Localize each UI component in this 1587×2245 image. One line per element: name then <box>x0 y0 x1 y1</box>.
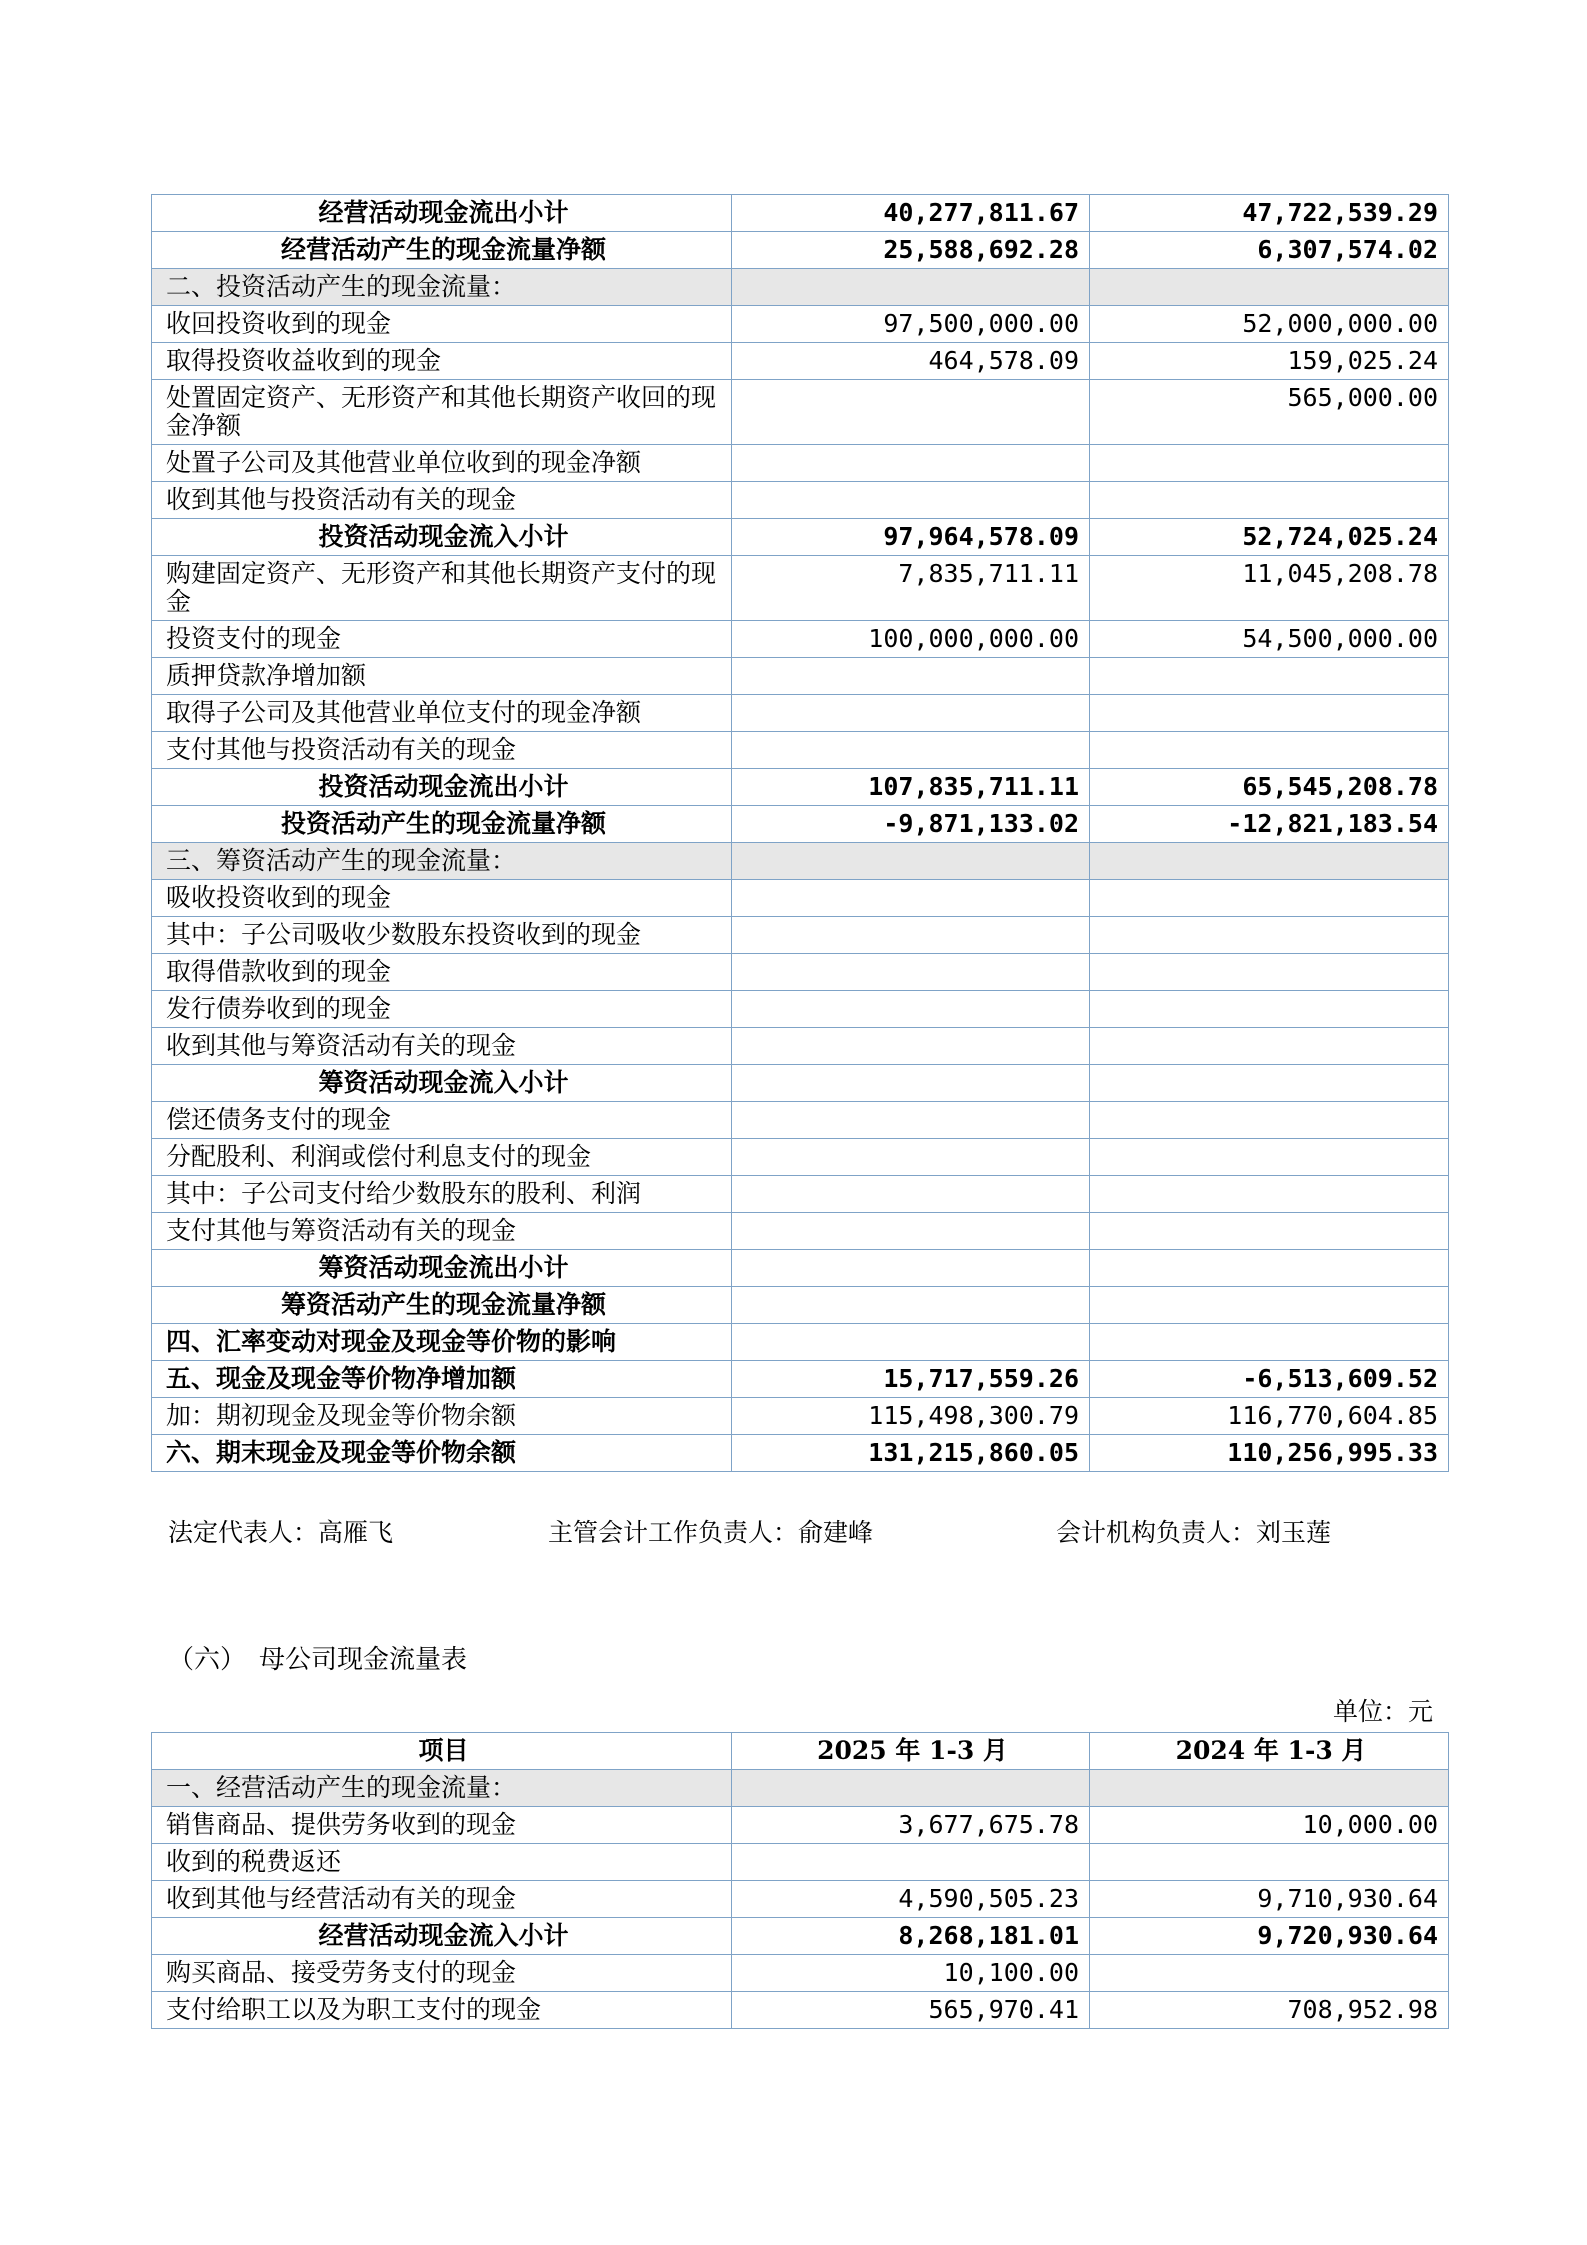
value-2025 <box>732 917 1090 954</box>
row-label: 取得借款收到的现金 <box>152 954 732 991</box>
row-label: 筹资活动现金流出小计 <box>152 1250 732 1287</box>
table-row <box>152 1176 1449 1213</box>
header-2025: 2025 年 1-3 月 <box>732 1733 1090 1770</box>
row-label: 收回投资收到的现金 <box>152 306 732 343</box>
row-label: 偿还债务支付的现金 <box>152 1102 732 1139</box>
table-row <box>152 1139 1449 1176</box>
value-2025: 131,215,860.05 <box>732 1435 1090 1472</box>
table-row <box>152 269 1449 306</box>
table-row <box>152 621 1449 658</box>
value-2024 <box>1090 695 1449 732</box>
value-2024: 10,000.00 <box>1090 1807 1449 1844</box>
table-row <box>152 954 1449 991</box>
value-2024 <box>1090 1065 1449 1102</box>
accounting-org-head: 会计机构负责人：刘玉莲 <box>1056 1518 1332 1547</box>
table-row <box>152 1955 1449 1992</box>
value-2024 <box>1090 843 1449 880</box>
value-2024: 52,724,025.24 <box>1090 519 1449 556</box>
table-row <box>152 843 1449 880</box>
value-2025: 107,835,711.11 <box>732 769 1090 806</box>
row-label: 四、汇率变动对现金及现金等价物的影响 <box>152 1324 732 1361</box>
row-label: 筹资活动产生的现金流量净额 <box>152 1287 732 1324</box>
consolidated-cash-flow-table <box>151 194 1449 1472</box>
value-2024: 9,710,930.64 <box>1090 1881 1449 1918</box>
row-label: 质押贷款净增加额 <box>152 658 732 695</box>
value-2024 <box>1090 658 1449 695</box>
value-2025 <box>732 1176 1090 1213</box>
signature-line <box>168 1518 1468 1548</box>
table-row <box>152 1398 1449 1435</box>
value-2025: 97,500,000.00 <box>732 306 1090 343</box>
table-row <box>152 1361 1449 1398</box>
value-2024: -6,513,609.52 <box>1090 1361 1449 1398</box>
row-label: 支付其他与投资活动有关的现金 <box>152 732 732 769</box>
table-row <box>152 195 1449 232</box>
value-2024 <box>1090 917 1449 954</box>
table-row <box>152 1807 1449 1844</box>
value-2025: 115,498,300.79 <box>732 1398 1090 1435</box>
value-2024 <box>1090 445 1449 482</box>
value-2025 <box>732 1770 1090 1807</box>
table-row <box>152 658 1449 695</box>
value-2025: 10,100.00 <box>732 1955 1090 1992</box>
unit-label: 单位：元 <box>1332 1697 1433 1726</box>
row-label: 支付给职工以及为职工支付的现金 <box>152 1992 732 2029</box>
table-row <box>152 445 1449 482</box>
value-2025: 8,268,181.01 <box>732 1918 1090 1955</box>
table-row <box>152 1881 1449 1918</box>
row-label: 筹资活动现金流入小计 <box>152 1065 732 1102</box>
value-2024 <box>1090 1324 1449 1361</box>
value-2025 <box>732 1287 1090 1324</box>
table-row <box>152 1324 1449 1361</box>
legal-representative: 法定代表人：高雁飞 <box>168 1518 394 1547</box>
table-row <box>152 1992 1449 2029</box>
value-2024 <box>1090 1955 1449 1992</box>
table-row <box>152 306 1449 343</box>
table-row <box>152 806 1449 843</box>
value-2024: 65,545,208.78 <box>1090 769 1449 806</box>
value-2024 <box>1090 269 1449 306</box>
value-2024: 116,770,604.85 <box>1090 1398 1449 1435</box>
row-label: 经营活动现金流入小计 <box>152 1918 732 1955</box>
section-title: （六） 母公司现金流量表 <box>168 1645 468 1675</box>
value-2025 <box>732 843 1090 880</box>
value-2024 <box>1090 1250 1449 1287</box>
table-row <box>152 1250 1449 1287</box>
row-label: 取得子公司及其他营业单位支付的现金净额 <box>152 695 732 732</box>
value-2025 <box>732 991 1090 1028</box>
value-2025 <box>732 445 1090 482</box>
row-label: 加：期初现金及现金等价物余额 <box>152 1398 732 1435</box>
value-2025 <box>732 1844 1090 1881</box>
row-label: 三、筹资活动产生的现金流量： <box>152 843 732 880</box>
value-2024: 708,952.98 <box>1090 1992 1449 2029</box>
value-2024: 9,720,930.64 <box>1090 1918 1449 1955</box>
row-label: 取得投资收益收到的现金 <box>152 343 732 380</box>
value-2025 <box>732 1213 1090 1250</box>
row-label: 投资活动现金流出小计 <box>152 769 732 806</box>
table-row <box>152 1102 1449 1139</box>
value-2025: 464,578.09 <box>732 343 1090 380</box>
value-2025 <box>732 1139 1090 1176</box>
row-label: 收到其他与筹资活动有关的现金 <box>152 1028 732 1065</box>
value-2024 <box>1090 482 1449 519</box>
table-row <box>152 482 1449 519</box>
value-2025 <box>732 482 1090 519</box>
row-label: 其中：子公司吸收少数股东投资收到的现金 <box>152 917 732 954</box>
value-2025: 40,277,811.67 <box>732 195 1090 232</box>
value-2024 <box>1090 1139 1449 1176</box>
table-row <box>152 991 1449 1028</box>
table-row <box>152 1028 1449 1065</box>
value-2024 <box>1090 1213 1449 1250</box>
table-row <box>152 519 1449 556</box>
table-row <box>152 732 1449 769</box>
row-label: 五、现金及现金等价物净增加额 <box>152 1361 732 1398</box>
table-row <box>152 1287 1449 1324</box>
table-row <box>152 343 1449 380</box>
row-label: 购建固定资产、无形资产和其他长期资产支付的现金 <box>152 556 732 621</box>
value-2025 <box>732 1250 1090 1287</box>
value-2024 <box>1090 954 1449 991</box>
value-2024 <box>1090 1287 1449 1324</box>
table-row <box>152 1844 1449 1881</box>
row-label: 投资活动产生的现金流量净额 <box>152 806 732 843</box>
value-2024 <box>1090 1176 1449 1213</box>
value-2025: 97,964,578.09 <box>732 519 1090 556</box>
value-2024 <box>1090 1028 1449 1065</box>
value-2025: -9,871,133.02 <box>732 806 1090 843</box>
value-2024 <box>1090 1844 1449 1881</box>
row-label: 处置子公司及其他营业单位收到的现金净额 <box>152 445 732 482</box>
value-2025: 15,717,559.26 <box>732 1361 1090 1398</box>
header-2024: 2024 年 1-3 月 <box>1090 1733 1449 1770</box>
value-2024: 159,025.24 <box>1090 343 1449 380</box>
table-row <box>152 232 1449 269</box>
table-header-row <box>152 1733 1449 1770</box>
table-row <box>152 556 1449 621</box>
value-2025 <box>732 954 1090 991</box>
table-row <box>152 1770 1449 1807</box>
value-2025: 25,588,692.28 <box>732 232 1090 269</box>
value-2025 <box>732 880 1090 917</box>
row-label: 投资支付的现金 <box>152 621 732 658</box>
row-label: 经营活动产生的现金流量净额 <box>152 232 732 269</box>
value-2024: 11,045,208.78 <box>1090 556 1449 621</box>
parent-company-cash-flow-table <box>151 1732 1449 2029</box>
accounting-head: 主管会计工作负责人：俞建峰 <box>548 1518 874 1547</box>
value-2024 <box>1090 991 1449 1028</box>
row-label: 一、经营活动产生的现金流量： <box>152 1770 732 1807</box>
table-body <box>152 1770 1449 2029</box>
row-label: 经营活动现金流出小计 <box>152 195 732 232</box>
value-2025 <box>732 1065 1090 1102</box>
table-row <box>152 1435 1449 1472</box>
value-2024: 110,256,995.33 <box>1090 1435 1449 1472</box>
row-label: 支付其他与筹资活动有关的现金 <box>152 1213 732 1250</box>
value-2025 <box>732 1324 1090 1361</box>
row-label: 二、投资活动产生的现金流量： <box>152 269 732 306</box>
table-row <box>152 1918 1449 1955</box>
value-2025: 100,000,000.00 <box>732 621 1090 658</box>
table-row <box>152 695 1449 732</box>
table-row <box>152 1213 1449 1250</box>
row-label: 分配股利、利润或偿付利息支付的现金 <box>152 1139 732 1176</box>
value-2025 <box>732 695 1090 732</box>
value-2025 <box>732 1028 1090 1065</box>
row-label: 收到其他与投资活动有关的现金 <box>152 482 732 519</box>
value-2024: 52,000,000.00 <box>1090 306 1449 343</box>
value-2025: 3,677,675.78 <box>732 1807 1090 1844</box>
table-row <box>152 380 1449 445</box>
value-2025: 4,590,505.23 <box>732 1881 1090 1918</box>
row-label: 发行债券收到的现金 <box>152 991 732 1028</box>
value-2024 <box>1090 880 1449 917</box>
value-2025 <box>732 380 1090 445</box>
header-item: 项目 <box>152 1733 732 1770</box>
value-2025 <box>732 658 1090 695</box>
row-label: 收到其他与经营活动有关的现金 <box>152 1881 732 1918</box>
row-label: 销售商品、提供劳务收到的现金 <box>152 1807 732 1844</box>
value-2025: 7,835,711.11 <box>732 556 1090 621</box>
row-label: 购买商品、接受劳务支付的现金 <box>152 1955 732 1992</box>
table-row <box>152 880 1449 917</box>
row-label: 吸收投资收到的现金 <box>152 880 732 917</box>
value-2024: 6,307,574.02 <box>1090 232 1449 269</box>
value-2024: 47,722,539.29 <box>1090 195 1449 232</box>
table-row <box>152 1065 1449 1102</box>
table-row <box>152 917 1449 954</box>
table-body <box>152 195 1449 1472</box>
row-label: 收到的税费返还 <box>152 1844 732 1881</box>
value-2024: -12,821,183.54 <box>1090 806 1449 843</box>
value-2025: 565,970.41 <box>732 1992 1090 2029</box>
table-row <box>152 769 1449 806</box>
value-2024: 54,500,000.00 <box>1090 621 1449 658</box>
value-2025 <box>732 269 1090 306</box>
value-2024 <box>1090 1102 1449 1139</box>
row-label: 处置固定资产、无形资产和其他长期资产收回的现金净额 <box>152 380 732 445</box>
value-2024: 565,000.00 <box>1090 380 1449 445</box>
value-2024 <box>1090 732 1449 769</box>
value-2025 <box>732 732 1090 769</box>
row-label: 其中：子公司支付给少数股东的股利、利润 <box>152 1176 732 1213</box>
value-2025 <box>732 1102 1090 1139</box>
value-2024 <box>1090 1770 1449 1807</box>
row-label: 投资活动现金流入小计 <box>152 519 732 556</box>
row-label: 六、期末现金及现金等价物余额 <box>152 1435 732 1472</box>
